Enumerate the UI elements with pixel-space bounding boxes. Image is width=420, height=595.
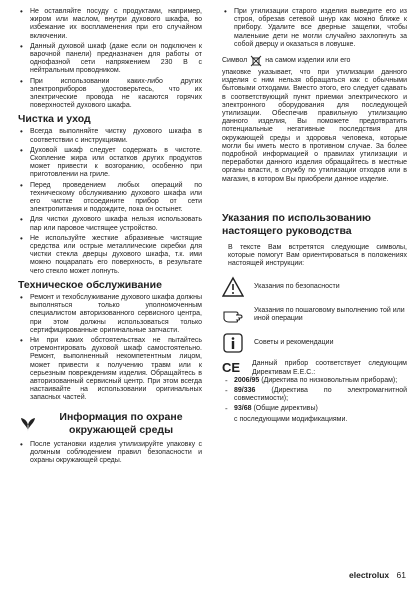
list-item: • Ни при каких обстоятельствах не пытайтесь отремонтировать духовой шкаф самостоятельно. Ремонт, выполненный некомпетентным лицом, может привести к получению травм или к серьезным повреждениям изделия. Обращайтесь в авторизованный сервисный центр. При этом всегда настаивайте на использовании оригинальных запасных частей. bbox=[18, 337, 202, 403]
right-column bbox=[222, 8, 407, 424]
service-heading: Техническое обслуживание bbox=[18, 278, 162, 291]
symbol-word: Символ bbox=[222, 56, 248, 64]
directive-text: (Директива по электромагнитной совместимости); bbox=[234, 387, 407, 403]
service-list bbox=[18, 294, 202, 403]
guide-intro: В тексте Вам встретятся следующие символы, которые помогут Вам ориентироваться в положениях настоящей инструкции: bbox=[228, 243, 407, 268]
warning-triangle-icon bbox=[222, 276, 244, 298]
ce-mark: CE bbox=[222, 360, 241, 376]
cleaning-list bbox=[18, 128, 202, 275]
symbol-row-safety bbox=[222, 276, 407, 298]
environment-heading bbox=[18, 411, 202, 437]
list-item: • При утилизации старого изделия выведите его из строя, обрезав сетевой шнур как можно ближе к прибору. Удалите все дверные защелки, чтобы маленькие дети не могли случайно захлопнуть за собой дверцу и оказаться в ловушке. bbox=[222, 8, 407, 49]
symbol-text: Указания по безопасности bbox=[254, 283, 340, 291]
environment-list bbox=[18, 441, 202, 466]
directive-text: (Общие директивы) bbox=[251, 405, 318, 413]
list-item: • При использовании каких-либо других электроприборов удостоверьтесь, что их электрические провода не касаются горячих поверхностей духового шкафа. bbox=[18, 78, 202, 111]
list-item: • Духовой шкаф следует содержать в чистоте. Скопление жира или остатков других продуктов может привести к возгоранию, особенно при приготовлении на гриле. bbox=[18, 147, 202, 180]
list-item: • Всегда выполняйте чистку духового шкафа в соответствии с инструкциями. bbox=[18, 128, 202, 144]
directives-tail: с последующими модификациями. bbox=[234, 415, 348, 423]
list-item bbox=[222, 387, 407, 403]
symbol-text: Советы и рекомендации bbox=[254, 339, 334, 347]
list-item bbox=[222, 405, 407, 413]
symbol-row-steps bbox=[222, 304, 407, 326]
environment-title: Информация по охране окружающей среды bbox=[59, 410, 183, 436]
cleaning-heading: Чистка и уход bbox=[18, 113, 91, 126]
list-item: • Для чистки духового шкафа нельзя использовать пар или паровое чистящее устройство. bbox=[18, 216, 202, 232]
directive-code: 2006/95 bbox=[234, 376, 260, 384]
guide-heading: Указания по использованию настоящего руководства bbox=[222, 211, 371, 237]
info-icon bbox=[222, 332, 244, 354]
list-item: • Данный духовой шкаф (даже если он подключен к варочной панели) предназначен для работы от однофазной сети напряжением 230 В с нейтральным проводником. bbox=[18, 43, 202, 76]
symbol-tail: на самом изделии или его bbox=[265, 56, 351, 64]
list-item: • Не оставляйте посуду с продуктами, например, жиром или маслом, внутри духового шкафа, во избежание их воспламенения при его случайном включении. bbox=[18, 8, 202, 41]
directive-code: 89/336 bbox=[234, 387, 256, 395]
directives-list bbox=[222, 377, 407, 414]
list-item: • После установки изделия утилизируйте упаковку с должным соблюдением правил безопасности и охраны окружающей среды. bbox=[18, 441, 202, 466]
pointing-hand-icon bbox=[222, 304, 244, 326]
disposal-list bbox=[222, 8, 407, 49]
list-item: • Перед проведением любых операций по техническому обслуживанию духового шкафа или его чистке отсоедините прибор от сети электропитания и подождите, пока он остынет. bbox=[18, 182, 202, 215]
symbol-row-tips bbox=[222, 332, 407, 354]
list-item bbox=[222, 377, 407, 385]
list-item: • Не используйте жесткие абразивные чистящие средства или острые металлические скребки для чистки стекла дверцы духового шкафа, т.к. ими можно поцарапать его поверхность, в результате чего стекло может лопнуть. bbox=[18, 235, 202, 276]
brand-name: electrolux bbox=[349, 570, 390, 580]
intro-list bbox=[18, 8, 202, 110]
symbol-line bbox=[222, 55, 407, 67]
crossed-bin-icon bbox=[250, 55, 262, 67]
directive-code: 93/68 bbox=[234, 405, 252, 413]
ce-block bbox=[222, 360, 407, 376]
leaf-icon bbox=[18, 414, 38, 434]
page-footer bbox=[349, 570, 406, 580]
recycling-text: упаковке указывает, что при утилизации данного изделия с ним нельзя обращаться как с обычными бытовыми отходами. Вместо этого, его следует сдавать в соответствующий пункт приемки электрического и электронного оборудования для последующей утилизации. Обеспечив правильную утилизацию данного изделия, Вы поможете предотвратить потенциальные негативные последствия для окружающей среды и здоровья человека, которые могли бы иметь место в противном случае. За более подробной информацией о правилах утилизации и переработки данного изделия обращайтесь в местные органы власти, в службу по утилизации отходов или в магазин, в котором Вы приобрели данное изделие. bbox=[222, 69, 407, 183]
ce-text: Данный прибор соответствует следующим Директивам Е.Е.С.: bbox=[252, 360, 407, 376]
page-number: 61 bbox=[396, 570, 406, 580]
directive-text: (Директива по низковольтным приборам); bbox=[259, 376, 398, 384]
list-item: • Ремонт и техобслуживание духового шкафа должны выполняться только уполномоченным специалистом авторизованного сервисного центра, при этом должны использоваться только сертифицированные оригинальные запчасти. bbox=[18, 294, 202, 335]
left-column bbox=[18, 8, 202, 467]
symbol-text: Указания по пошаговому выполнению той или иной операции bbox=[254, 307, 405, 323]
